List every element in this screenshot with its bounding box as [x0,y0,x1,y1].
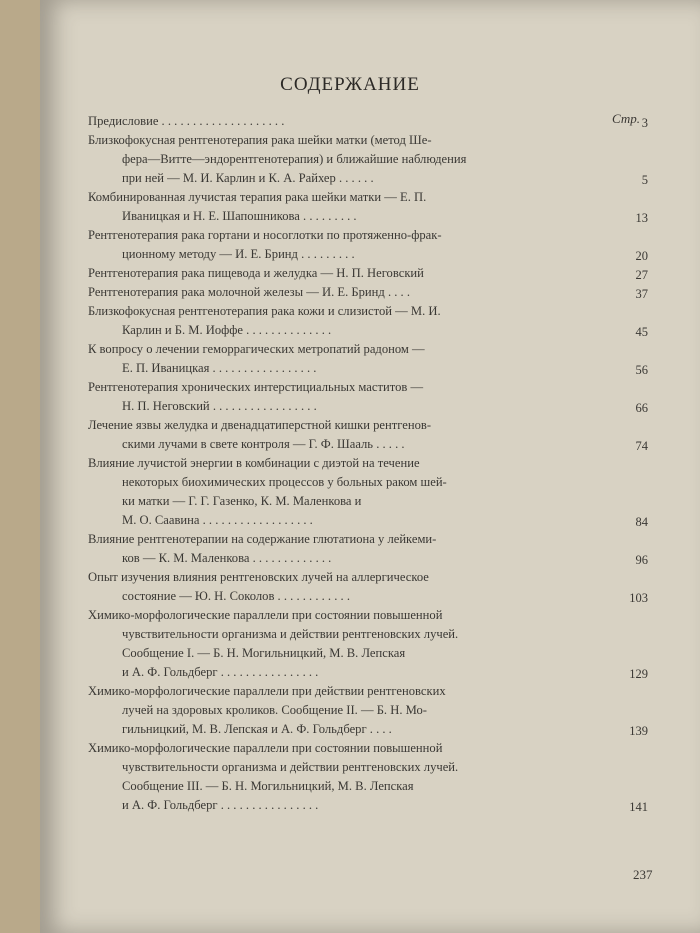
toc-page-number: 96 [635,553,648,567]
toc-entry-line: фера—Витте—эндорентгенотерапия) и ближайшие наблюдения [122,152,467,166]
toc-entry-text [88,283,598,302]
page-column-label: Стр. [612,111,640,126]
toc-entry-line: чувствительности организма и действии рентгеновских лучей. [122,760,459,774]
toc-entry-line: ки матки — Г. Г. Газенко, К. М. Маленкова и [122,494,362,508]
toc-entry-line: Лечение язвы желудка и двенадцатиперстной кишки рентгенов- [88,418,432,432]
toc-entry-line: Предисловие . . . . . . . . . . . . . . . . . . . . [88,114,285,128]
toc-page-number: 103 [629,591,648,605]
toc-entry-text [88,131,598,188]
toc-entry [88,131,648,188]
toc-entry-line: М. О. Саавина . . . . . . . . . . . . . . . . . . [122,513,313,527]
toc-entry [88,283,648,302]
toc-page-number: 74 [635,439,648,453]
toc-page-number: 37 [635,287,648,301]
toc-entry-line: некоторых биохимических процессов у больных раком шей- [122,475,447,489]
toc-page-number: 13 [635,211,648,225]
toc-page-number: 129 [629,667,648,681]
page-title: СОДЕРЖАНИЕ [280,74,420,95]
toc-page-number: 3 [641,116,648,130]
toc-entry-text [88,606,598,682]
toc-entry [88,302,648,340]
toc-entry-line: скими лучами в свете контроля — Г. Ф. Шааль . . . . . [122,437,405,451]
toc-entry-line: Комбинированная лучистая терапия рака шейки матки — Е. П. [88,190,427,204]
book-spine [0,0,40,933]
toc-page-number: 84 [635,515,648,529]
toc-entry-line: Влияние рентгенотерапии на содержание глютатиона у лейкеми- [88,532,437,546]
toc-entry [88,568,648,606]
toc-page-number: 45 [635,325,648,339]
toc-entry-line: ционному методу — И. Е. Бринд . . . . . . . . . [122,247,355,261]
toc-entry-line: при ней — М. И. Карлин и К. А. Райхер . . . . . . [122,171,374,185]
toc-entry-line: Сообщение I. — Б. Н. Могильницкий, М. В. Лепская [122,646,406,660]
footer-page-number: 237 [633,867,653,882]
toc-entry-text [88,568,598,606]
toc-entry [88,739,648,815]
toc-entry-line: Е. П. Иваницкая . . . . . . . . . . . . . . . . . [122,361,317,375]
toc-page-number: 5 [641,173,648,187]
toc-page-number: 141 [629,800,648,814]
toc-entry-line: Химико-морфологические параллели при состоянии повышенной [88,741,443,755]
toc-entry [88,416,648,454]
toc-entry-line: Н. П. Неговский . . . . . . . . . . . . . . . . . [122,399,317,413]
toc-entry-line: Химико-морфологические параллели при действии рентгеновских [88,684,446,698]
toc-entry-text [88,188,598,226]
toc-entry-line: гильницкий, М. В. Лепская и А. Ф. Гольдберг . . . . [122,722,392,736]
toc-entry-text [88,454,598,530]
toc-entry-text [88,739,598,815]
toc-entry-text [88,416,598,454]
toc-entry-line: и А. Ф. Гольдберг . . . . . . . . . . . . . . . . [122,665,319,679]
toc-entry-line: Сообщение III. — Б. Н. Могильницкий, М. В. Лепская [122,779,414,793]
toc-page-number: 27 [635,268,648,282]
toc-entry [88,226,648,264]
toc-entry [88,530,648,568]
toc-entry-line: состояние — Ю. Н. Соколов . . . . . . . . . . . . [122,589,350,603]
toc-entry-text [88,264,598,283]
toc-entry-text [88,682,598,739]
toc-entry-line: Опыт изучения влияния рентгеновских лучей на аллергическое [88,570,429,584]
toc-entry-line: Рентгенотерапия рака пищевода и желудка — Н. П. Неговский [88,266,424,280]
toc-entry-text [88,530,598,568]
toc-entry-line: Химико-морфологические параллели при состоянии повышенной [88,608,443,622]
toc-entry-line: лучей на здоровых кроликов. Сообщение II. — Б. Н. Мо- [122,703,427,717]
toc-entry-text [88,112,598,131]
toc-entry [88,454,648,530]
toc-entry-line: Влияние лучистой энергии в комбинации с диэтой на течение [88,456,420,470]
toc-entry-line: чувствительности организма и действии рентгеновских лучей. [122,627,459,641]
toc-entry-line: и А. Ф. Гольдберг . . . . . . . . . . . . . . . . [122,798,319,812]
toc-entry-line: Рентгенотерапия рака гортани и носоглотки по протяженно-фрак- [88,228,442,242]
toc-entry-line: Близкофокусная рентгенотерапия рака кожи и слизистой — М. И. [88,304,441,318]
toc-entry-text [88,226,598,264]
toc-entry-text [88,378,598,416]
toc-entry [88,682,648,739]
toc-page-number: 66 [635,401,648,415]
toc-entry-line: Рентгенотерапия хронических интерстициальных маститов — [88,380,424,394]
toc-entry [88,188,648,226]
toc-entry-line: Карлин и Б. М. Иоффе . . . . . . . . . . . . . . [122,323,332,337]
toc-entry [88,340,648,378]
toc-entry-line: Близкофокусная рентгенотерапия рака шейки матки (метод Ше- [88,133,432,147]
toc-entry [88,112,648,131]
toc-entry [88,606,648,682]
toc-entry [88,264,648,283]
toc-entry-line: К вопросу о лечении геморрагических метропатий радоном — [88,342,425,356]
toc-entry-text [88,340,598,378]
toc-page-number: 56 [635,363,648,377]
toc-entry [88,378,648,416]
toc-page-number: 20 [635,249,648,263]
toc-entry-text [88,302,598,340]
toc-entry-line: Иваницкая и Н. Е. Шапошникова . . . . . . . . . [122,209,357,223]
table-of-contents [88,112,648,815]
toc-entry-line: Рентгенотерапия рака молочной железы — И. Е. Бринд . . . . [88,285,410,299]
toc-page-number: 139 [629,724,648,738]
toc-entry-line: ков — К. М. Маленкова . . . . . . . . . . . . . [122,551,332,565]
